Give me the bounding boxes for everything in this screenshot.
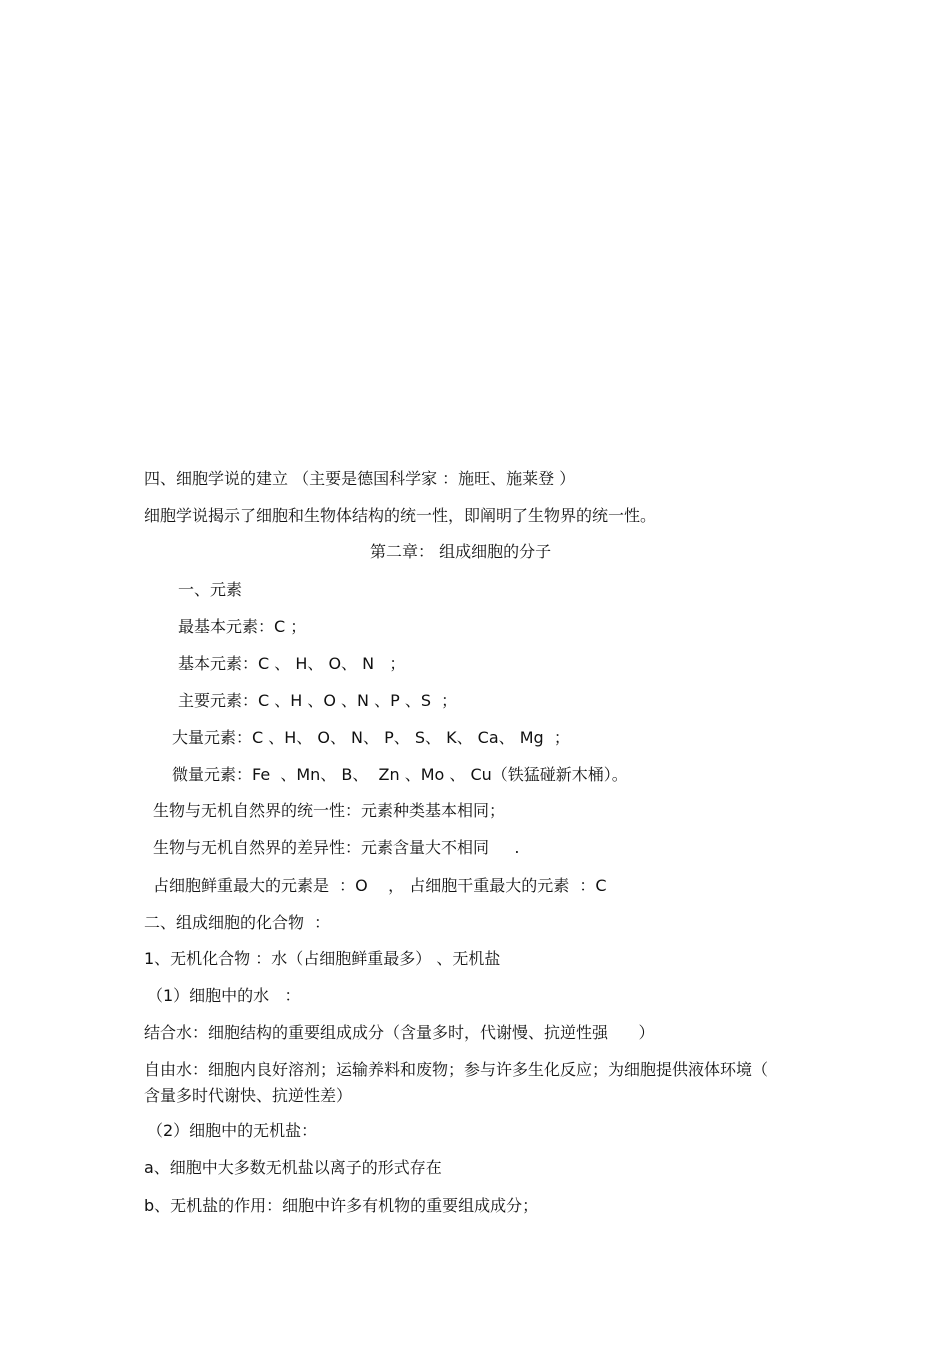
- line-salts-function: b、无机盐的作用：细胞中许多有机物的重要组成成分；: [144, 1196, 539, 1215]
- subheading-water: （1）细胞中的水 ：: [147, 986, 301, 1005]
- section-heading-cell-theory: 四、细胞学说的建立 （主要是德国科学家 ：施旺、施莱登 ）: [144, 469, 576, 488]
- subheading-elements: 一、元素: [178, 580, 243, 599]
- line-trace-elements: 微量元素：Fe 、Mn、 B、 Zn 、Mo 、 Cu（铁猛碰新木桶）。: [172, 765, 628, 784]
- line-most-basic-element: 最基本元素：C ；: [178, 617, 307, 636]
- line-inorganic-compounds: 1、无机化合物 ：水（占细胞鲜重最多） 、无机盐: [144, 949, 501, 968]
- line-difference: 生物与无机自然界的差异性：元素含量大不相同 .: [153, 838, 520, 857]
- paragraph-cell-theory-meaning: 细胞学说揭示了细胞和生物体结构的统一性，即阐明了生物界的统一性。: [144, 506, 657, 525]
- paragraph-free-water: 自由水：细胞内良好溶剂；运输养料和废物；参与许多生化反应；为细胞提供液体环境（ 含量多时代谢快、抗逆性差）: [144, 1060, 769, 1105]
- line-main-elements: 主要元素：C 、H 、O 、N 、P 、S ；: [178, 691, 458, 710]
- line-macro-elements: 大量元素：C 、H、 O、 N、 P、 S、 K、 Ca、 Mg ；: [172, 728, 570, 747]
- line-salts-ion-form: a、细胞中大多数无机盐以离子的形式存在: [144, 1158, 442, 1177]
- line-bound-water: 结合水：细胞结构的重要组成成分（含量多时，代谢慢、抗逆性强 ）: [144, 1023, 655, 1042]
- line-largest-element: 占细胞鲜重最大的元素是 ：O ， 占细胞干重最大的元素 ：C: [153, 876, 607, 895]
- line-basic-elements: 基本元素：C 、 H、 O、 N ；: [178, 654, 406, 673]
- section-heading-compounds: 二、组成细胞的化合物 ：: [144, 913, 331, 932]
- subheading-inorganic-salts: （2）细胞中的无机盐：: [147, 1121, 318, 1140]
- chapter-title: 第二章： 组成细胞的分子: [370, 542, 552, 561]
- line-unity: 生物与无机自然界的统一性：元素种类基本相同；: [153, 801, 506, 820]
